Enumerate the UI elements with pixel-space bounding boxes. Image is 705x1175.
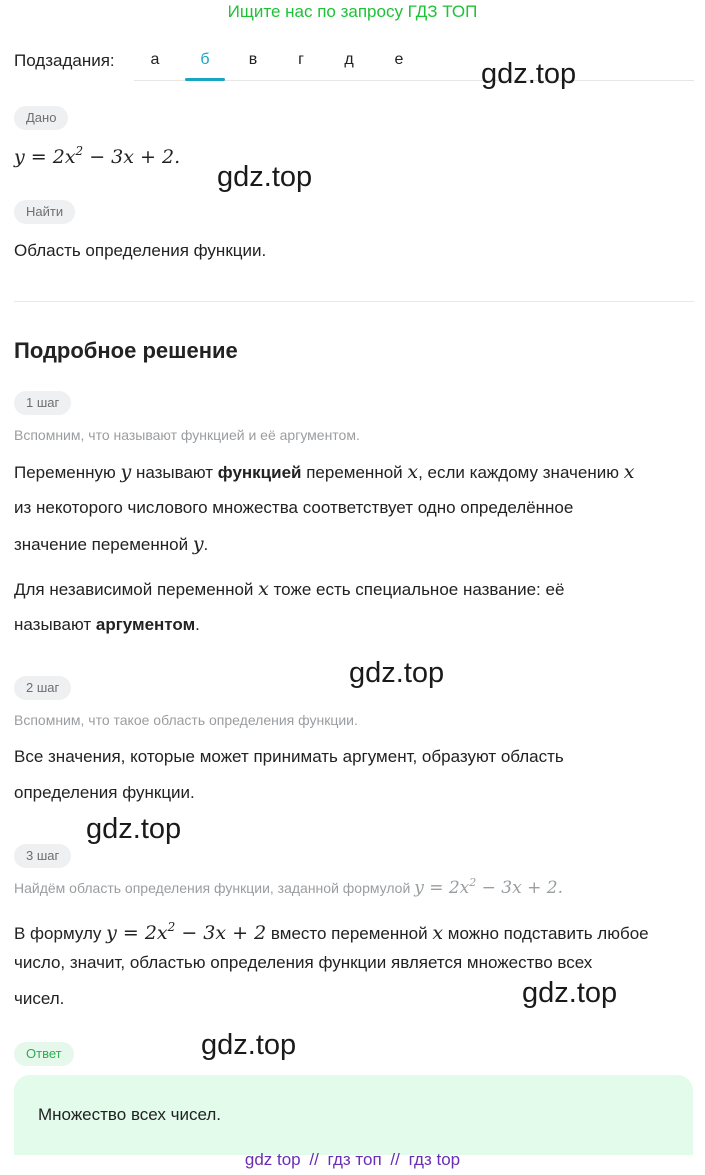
active-tab-indicator	[185, 78, 225, 81]
subtask-tab-d[interactable]: д	[344, 51, 354, 68]
subtasks-bar	[14, 44, 694, 84]
top-banner: Ищите нас по запросу ГДЗ ТОП	[227, 2, 478, 21]
subtasks-label: Подзадания:	[14, 51, 115, 70]
find-text: Область определения функции.	[14, 241, 267, 260]
step-1-line-4: Для независимой переменной x тоже есть специальное название: её	[14, 578, 565, 600]
watermark: gdz.top	[217, 161, 313, 193]
subtask-tab-b[interactable]: б	[200, 51, 210, 68]
given-badge: Дано	[14, 106, 68, 130]
answer-badge: Ответ	[14, 1042, 74, 1066]
step-3-badge: 3 шаг	[14, 844, 71, 868]
step-3-line-3: чисел.	[14, 989, 65, 1008]
step-1-hint: Вспомним, что называют функцией и её аргументом.	[14, 427, 360, 443]
step-1-line-5: называют аргументом.	[14, 615, 200, 634]
step-2-hint: Вспомним, что такое область определения функции.	[14, 712, 358, 728]
subtask-tab-g[interactable]: г	[298, 51, 304, 68]
watermark: gdz.top	[201, 1029, 297, 1061]
footer-link-gdz-top-ru[interactable]: гдз топ	[327, 1150, 382, 1169]
find-badge: Найти	[14, 200, 75, 224]
step-2-line-1: Все значения, которые может принимать аргумент, образуют область	[14, 747, 564, 766]
footer-separator: //	[390, 1150, 400, 1169]
watermark: gdz.top	[86, 813, 182, 845]
footer-links	[0, 1150, 705, 1170]
step-2-badge: 2 шаг	[14, 676, 71, 700]
step-3-line-2: число, значит, областью определения функции является множество всех	[14, 953, 593, 972]
subtask-tab-v[interactable]: в	[248, 51, 258, 68]
section-divider	[14, 301, 694, 302]
step-1-line-1: Переменную y называют функцией переменной x, если каждому значению x	[14, 461, 635, 483]
step-3-hint: Найдём область определения функции, заданной формулой $y = 2x^2 - 3x + 2$.	[14, 876, 563, 898]
solution-title: Подробное решение	[14, 338, 238, 363]
footer-separator: //	[309, 1150, 319, 1169]
given-formula: $y = 2x^2 - 3x + 2$.	[14, 144, 181, 168]
answer-box	[14, 1075, 693, 1155]
subtask-tab-e[interactable]: е	[394, 51, 404, 68]
footer-link-gdz-top-mixed[interactable]: гдз top	[408, 1150, 461, 1169]
step-3-line-1: В формулу $y = 2x^2 - 3x + 2$ вместо переменной x можно подставить любое	[14, 920, 649, 944]
step-2-line-2: определения функции.	[14, 783, 195, 802]
step-1-line-3: значение переменной y.	[14, 533, 209, 555]
watermark: gdz.top	[349, 657, 445, 689]
watermark: gdz.top	[522, 977, 618, 1009]
subtask-tab-a[interactable]: а	[150, 51, 160, 68]
step-1-badge: 1 шаг	[14, 391, 71, 415]
watermark: gdz.top	[481, 58, 577, 90]
answer-text: Множество всех чисел.	[38, 1105, 221, 1124]
step-1-line-2: из некоторого числового множества соответствует одно определённое	[14, 498, 574, 517]
footer-link-gdz-top[interactable]: gdz top	[244, 1150, 301, 1169]
